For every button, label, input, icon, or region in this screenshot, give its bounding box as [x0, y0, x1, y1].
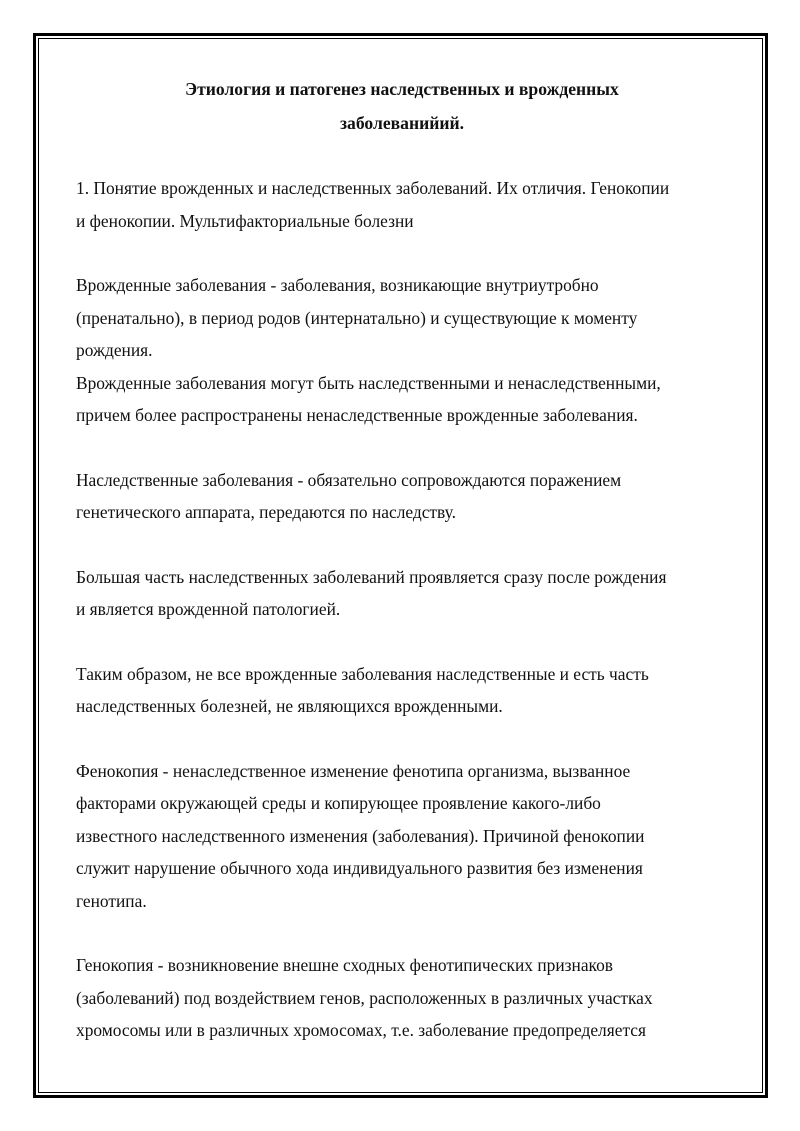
document-title: Этиология и патогенез наследственных и врожденных заболеванийий.: [185, 79, 619, 133]
paragraph-phenocopy: Фенокопия - ненаследственное изменение фенотипа организма, вызванное факторами окружающей среды и копирующее проявление какого-либо известного наследственного изменения (заболевания). Причиной фенокопии служит нарушение обычного хода индивидуального развития без изменения генотипа.: [76, 760, 645, 911]
document-body: [76, 72, 728, 1047]
paragraph-hereditary-definition: Наследственные заболевания - обязательно сопровождаются поражением генетического аппарата, передаются по наследству.: [76, 469, 622, 522]
paragraph-hereditary-at-birth: Большая часть наследственных заболеваний проявляется сразу после рождения и является врожденной патологией.: [76, 566, 667, 619]
paragraph-conclusion: Таким образом, не все врожденные заболевания наследственные и есть часть наследственных болезней, не являющихся врожденными.: [76, 663, 649, 716]
paragraph-congenital-definition: Врожденные заболевания - заболевания, возникающие внутриутробно (пренатально), в период родов (интернатально) и существующие к моменту рождения.: [76, 275, 638, 360]
paragraph-section-heading: 1. Понятие врожденных и наследственных заболеваний. Их отличия. Генокопии и фенокопии. Мультифакториальные болезни: [76, 178, 670, 231]
paragraph-genocopy: Генокопия - возникновение внешне сходных фенотипических признаков (заболеваний) под воздействием генов, расположенных в различных участках хромосомы или в различных хромосомах, т.е. заболевание предопределяется: [76, 955, 653, 1040]
paragraph-congenital-types: Врожденные заболевания могут быть наследственными и ненаследственными, причем более распространены ненаследственные врожденные заболевания.: [76, 372, 661, 425]
